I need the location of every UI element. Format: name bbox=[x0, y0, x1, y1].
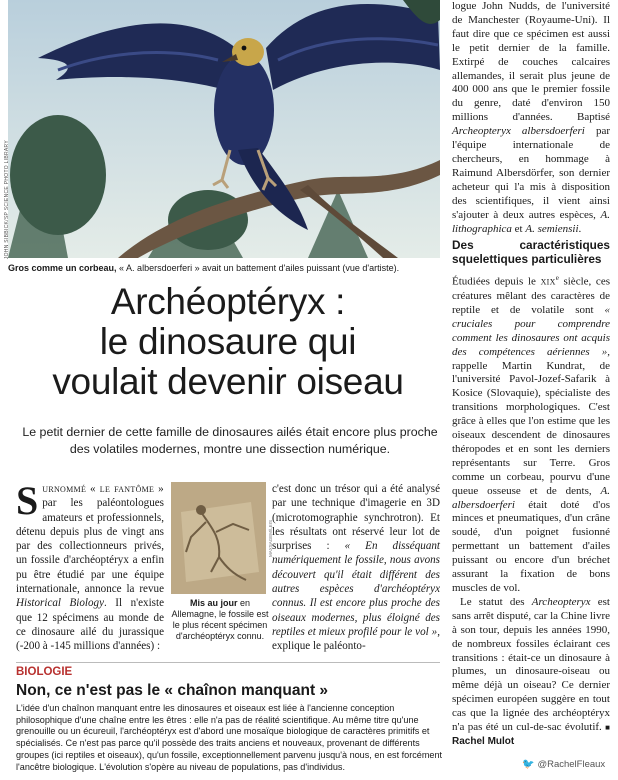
col3-paragraph-3: Le statut des Archeopteryx est sans arrêt disputé, car la Chine livre à son tour, depuis les années 1990, de nombreux fossiles éclairant ces transitions : était-ce un dinosaure à plumes, un dinosaure-oiseau ou même déjà un oiseau? Ce dernier spécimen européen suggère en tout cas que la lignée des archéoptéryx n'a pas été un cul-de-sac évolutif. ■ Rachel Mulot bbox=[452, 595, 610, 747]
subheading: Des caractéristiques squelettiques particulières bbox=[452, 238, 610, 267]
photo-credit: JOHN SIBBICK/SP SCIENCE PHOTO LIBRARY bbox=[4, 140, 10, 260]
fossil-caption-lead: Mis au jour bbox=[189, 598, 238, 608]
quote-kundrat: « cruciales pour comprendre comment les dinosaures ont acquis des compétences aériennes » bbox=[452, 303, 610, 358]
fossil-caption-text: en Allemagne, le fossile est le plus récent spécimen d'archéoptéryx connu. bbox=[171, 598, 269, 641]
twitter-bird-icon: 🐦 bbox=[522, 759, 535, 770]
col3-text-4: . bbox=[578, 222, 582, 235]
col2-quote: « En disséquant numériquement le fossile, nous avons découvert qu'il était différent des autres espèces d'archéoptéryx connus. Il est encore plus proche des oiseaux modernes, plus éloigné des reptiles et mieux profilé pour le vol » bbox=[272, 540, 440, 638]
caption-text: « A. albersdoerferi » avait un battement d'ailes puissant (vue d'artiste). bbox=[119, 263, 400, 273]
article-column-1 bbox=[16, 478, 164, 654]
box-title: Non, ce n'est pas le « chaînon manquant » bbox=[16, 682, 329, 699]
col1-text-2: . Il n'existe que 12 spécimens au monde de ce dinosaure ailé du jurassique (-200 à -145 millions d'années) : bbox=[16, 597, 164, 653]
lead-smallcaps: urnommé « le fantôme » bbox=[42, 483, 164, 495]
headline-line-1: Archéoptéryx : bbox=[110, 281, 346, 322]
box-text: L'idée d'un chaînon manquant entre les dinosaures et oiseaux est liée à l'ancienne conception philosophique d'une chaîne entre les êtres : elle n'a pas de réalité scientifique. Au même titre qu'une grenouille ou un écureuil, l'archéoptéryx est d'abord une mosaïque biologique de caractères primitifs et spécialisés. Ce n'est pas parce qu'il possède des traits anciens et nouveaux, provenant de différents groupes (ici reptiles et oiseaux), qu'un fossile, exceptionnellement parvenu jusqu'à nous, en est forcément l'ancêtre biologique. L'évolution s'opère au niveau de populations, pas d'individus. bbox=[16, 703, 443, 772]
archaeopteryx-illustration bbox=[8, 0, 440, 258]
twitter-handle-text: @RachelFleaux bbox=[537, 759, 606, 770]
headline-line-2: le dinosaure qui bbox=[99, 321, 357, 362]
col2-text: c'est donc un trésor qui a été analysé par une technique d'imagerie en 3D (microtomographie synchrotron). Et les résultats ont réservé leur lot de surprises : bbox=[272, 483, 440, 553]
article-column-2 bbox=[272, 482, 440, 654]
headline bbox=[18, 282, 438, 402]
headline-line-3: voulait devenir oiseau bbox=[52, 361, 404, 402]
drop-cap: S bbox=[16, 478, 39, 523]
col3-text-3: et bbox=[511, 222, 526, 235]
col3-paragraph-2: Étudiées depuis le xix$^e$ siècle, ces créatures mêlant des caractères de reptile et de volatile sont « cruciales pour comprendre comment les dinosaures ont acquis des compétences aériennes », rappelle Martin Kundrat, de l'université Pavol-Jozef-Safarik à Kosice (Slovaquie), spécialiste des transitions morphologiques. C'est grâce à elles que l'on estime que les oiseaux descendent de dinosaures théropodes et en sont les derniers représentants sur Terre. Gros comme un corbeau, pourvu d'une queue osseuse et de dents, A. albersdoerferi était doté d'os minces et pneumatiques, d'un crâne soudé, d'un poignet fusionné permettant un battement d'ailes puissant ou encore d'un bréchet assurant la fixation de bons muscles de vol. bbox=[452, 274, 610, 594]
fossil-photo bbox=[171, 482, 266, 594]
col1-text: par les paléontologues amateurs et professionnels, détenu depuis plus de vingt ans par des collectionneurs privés, un fossile d'archéoptéryx a enfin pu être étudié par une équipe internationale, annonce la revue bbox=[16, 497, 164, 596]
century-sup: e bbox=[555, 274, 559, 283]
species-name-3: A. semiensii bbox=[525, 222, 579, 235]
author-signature: Rachel Mulot bbox=[452, 735, 515, 747]
standfirst: Le petit dernier de cette famille de dinosaures ailés était encore plus proche des volatiles modernes, montre une dissection numérique. bbox=[22, 425, 438, 456]
species-name-2: A. lithographica bbox=[452, 208, 610, 235]
illustration-caption bbox=[8, 262, 440, 274]
col2-text-2: , explique le paléonto- bbox=[272, 625, 440, 653]
fossil-credit: MAXSAGEM/LEIS bbox=[268, 520, 273, 558]
journal-name: Historical Biology bbox=[16, 597, 105, 610]
century: xix bbox=[540, 276, 556, 289]
species-name: Archeopteryx albersdoerferi bbox=[452, 125, 585, 138]
caption-lead: Gros comme un corbeau, bbox=[8, 263, 117, 273]
box-rubric: BIOLOGIE bbox=[16, 662, 440, 678]
twitter-handle[interactable] bbox=[522, 759, 605, 770]
col3-text-1: logue John Nudds, de l'université de Manchester (Royaume-Uni). Il faut dire que ce spécimen est aussi le petit dernier de la famille. Extirpé de couches calcaires allemandes, il serait plus jeune de 400 000 ans que le premier fossile du genre, daté d'environ 150 millions d'années. Baptisé bbox=[452, 0, 610, 124]
article-column-3 bbox=[452, 0, 610, 749]
col3-text-2: par l'équipe internationale de chercheurs, en hommage à Raimund Albersdörfer, son dernier acheteur qui l'a mis à disposition des scientifiques, il vient ainsi s'ajouter à deux autres espèces, bbox=[452, 125, 611, 221]
fossil-caption bbox=[168, 598, 272, 642]
